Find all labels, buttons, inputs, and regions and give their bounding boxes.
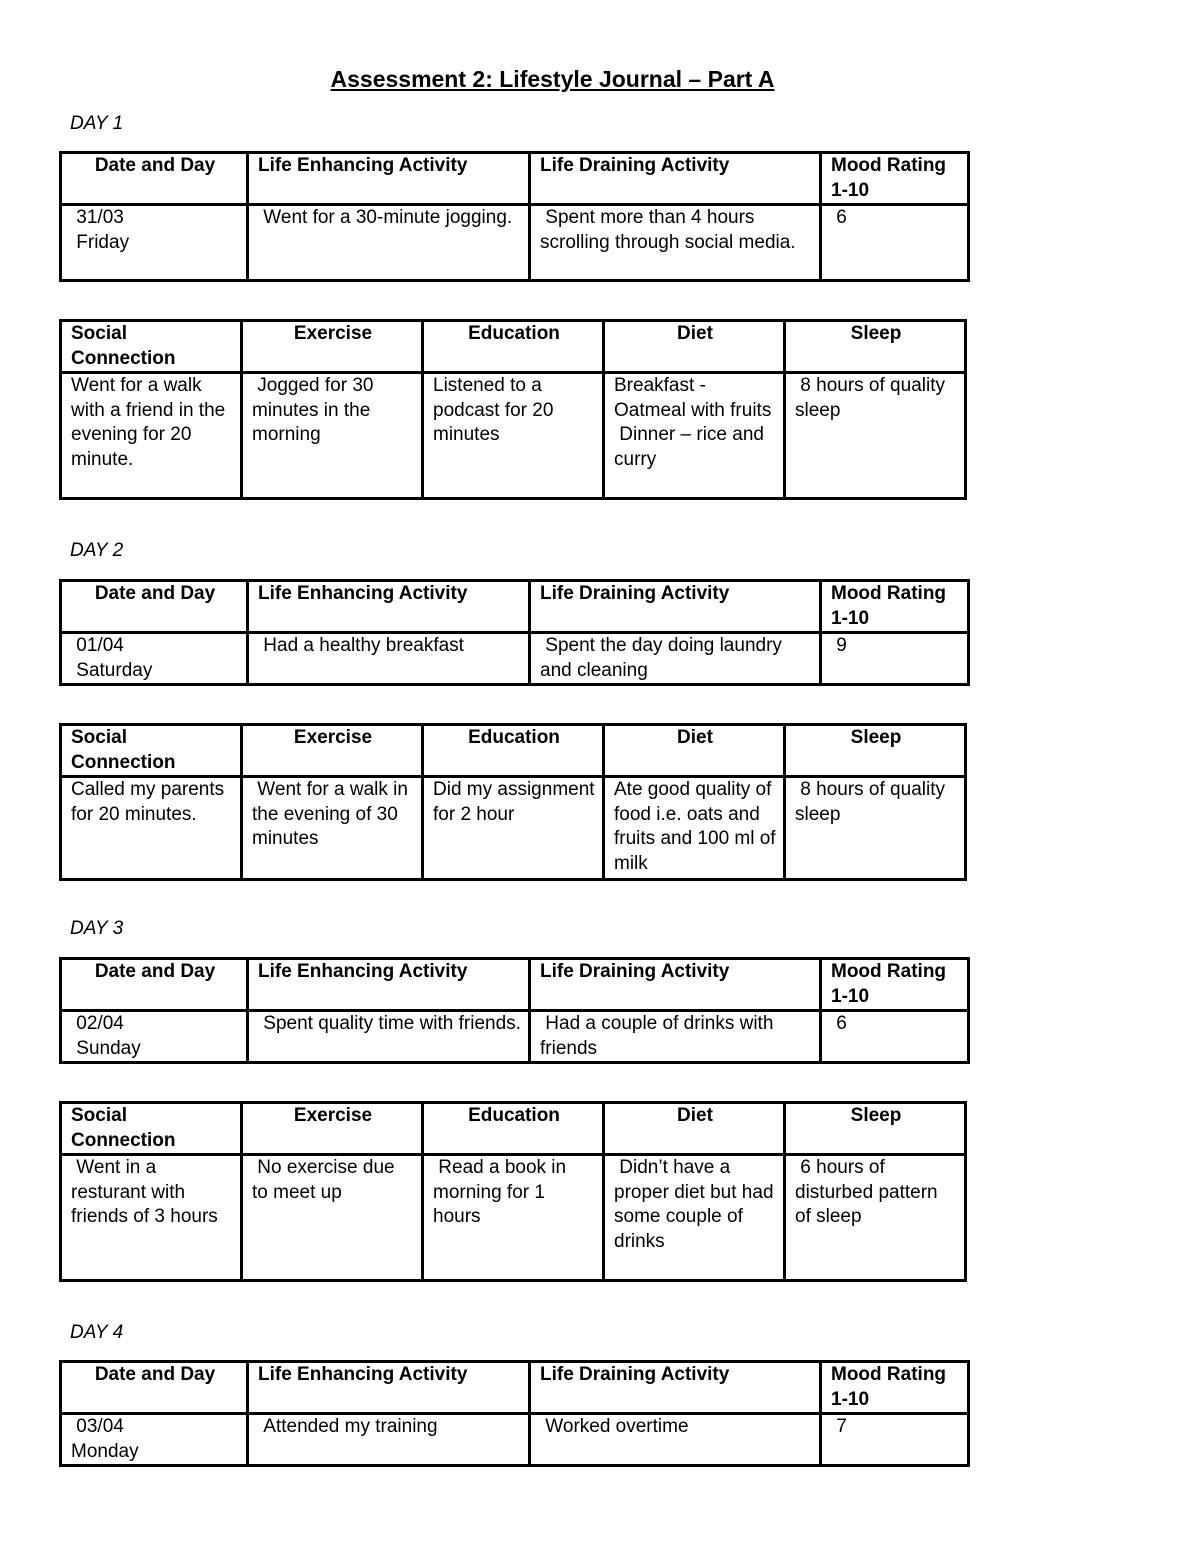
date-cell: 02/04 Sunday xyxy=(61,1011,248,1063)
wellbeing-table xyxy=(59,1101,967,1282)
social-cell: Went for a walk with a friend in the evening for 20 minute. xyxy=(61,373,242,499)
education-cell: Read a book in morning for 1 hours xyxy=(423,1155,604,1281)
activity-table xyxy=(59,957,970,1064)
header-social-connection: Social Connection xyxy=(61,1103,242,1155)
header-life-enhancing: Life Enhancing Activity xyxy=(248,581,530,633)
day-label: DAY 4 xyxy=(70,1322,124,1343)
enhancing-cell: Had a healthy breakfast xyxy=(248,633,530,685)
mood-cell: 6 xyxy=(821,205,969,281)
exercise-cell: Jogged for 30 minutes in the morning xyxy=(242,373,423,499)
header-diet: Diet xyxy=(604,321,785,373)
enhancing-cell: Attended my training xyxy=(248,1414,530,1466)
table-row xyxy=(61,373,966,499)
header-sleep: Sleep xyxy=(785,1103,966,1155)
table-header-row xyxy=(61,1103,966,1155)
header-social-connection: Social Connection xyxy=(61,321,242,373)
sleep-cell: 8 hours of quality sleep xyxy=(785,373,966,499)
activity-table xyxy=(59,1360,970,1467)
enhancing-cell: Spent quality time with friends. xyxy=(248,1011,530,1063)
exercise-cell: No exercise due to meet up xyxy=(242,1155,423,1281)
header-date-and-day: Date and Day xyxy=(61,153,248,205)
header-sleep: Sleep xyxy=(785,321,966,373)
day-label: DAY 1 xyxy=(70,113,124,134)
draining-cell: Had a couple of drinks with friends xyxy=(530,1011,821,1063)
enhancing-cell: Went for a 30-minute jogging. xyxy=(248,205,530,281)
header-life-enhancing: Life Enhancing Activity xyxy=(248,959,530,1011)
diet-cell: Ate good quality of food i.e. oats and fruits and 100 ml of milk xyxy=(604,777,785,880)
social-cell: Called my parents for 20 minutes. xyxy=(61,777,242,880)
diet-cell: Breakfast - Oatmeal with fruits Dinner – rice and curry xyxy=(604,373,785,499)
sleep-cell: 6 hours of disturbed pattern of sleep xyxy=(785,1155,966,1281)
header-date-and-day: Date and Day xyxy=(61,1362,248,1414)
table-header-row xyxy=(61,581,969,633)
sleep-cell: 8 hours of quality sleep xyxy=(785,777,966,880)
table-header-row xyxy=(61,321,966,373)
table-row xyxy=(61,1414,969,1466)
header-education: Education xyxy=(423,321,604,373)
header-life-enhancing: Life Enhancing Activity xyxy=(248,1362,530,1414)
header-mood-rating: Mood Rating 1-10 xyxy=(821,959,969,1011)
table-header-row xyxy=(61,959,969,1011)
wellbeing-table xyxy=(59,319,967,500)
education-cell: Did my assignment for 2 hour xyxy=(423,777,604,880)
table-header-row xyxy=(61,153,969,205)
table-header-row xyxy=(61,1362,969,1414)
day-label: DAY 2 xyxy=(70,540,124,561)
header-life-draining: Life Draining Activity xyxy=(530,581,821,633)
table-row xyxy=(61,777,966,880)
table-header-row xyxy=(61,725,966,777)
table-row xyxy=(61,205,969,281)
header-exercise: Exercise xyxy=(242,321,423,373)
date-cell: 01/04 Saturday xyxy=(61,633,248,685)
activity-table xyxy=(59,151,970,282)
header-mood-rating: Mood Rating 1-10 xyxy=(821,153,969,205)
header-date-and-day: Date and Day xyxy=(61,581,248,633)
draining-cell: Spent the day doing laundry and cleaning xyxy=(530,633,821,685)
mood-cell: 6 xyxy=(821,1011,969,1063)
header-social-connection: Social Connection xyxy=(61,725,242,777)
header-life-draining: Life Draining Activity xyxy=(530,153,821,205)
education-cell: Listened to a podcast for 20 minutes xyxy=(423,373,604,499)
social-cell: Went in a resturant with friends of 3 hours xyxy=(61,1155,242,1281)
header-date-and-day: Date and Day xyxy=(61,959,248,1011)
table-row xyxy=(61,1155,966,1281)
table-row xyxy=(61,633,969,685)
exercise-cell: Went for a walk in the evening of 30 minutes xyxy=(242,777,423,880)
date-cell: 03/04 Monday xyxy=(61,1414,248,1466)
draining-cell: Spent more than 4 hours scrolling through social media. xyxy=(530,205,821,281)
day-label: DAY 3 xyxy=(70,918,124,939)
header-exercise: Exercise xyxy=(242,725,423,777)
mood-cell: 9 xyxy=(821,633,969,685)
table-row xyxy=(61,1011,969,1063)
header-education: Education xyxy=(423,1103,604,1155)
mood-cell: 7 xyxy=(821,1414,969,1466)
date-cell: 31/03 Friday xyxy=(61,205,248,281)
diet-cell: Didn’t have a proper diet but had some couple of drinks xyxy=(604,1155,785,1281)
header-mood-rating: Mood Rating 1-10 xyxy=(821,1362,969,1414)
header-sleep: Sleep xyxy=(785,725,966,777)
activity-table xyxy=(59,579,970,686)
page-title: Assessment 2: Lifestyle Journal – Part A xyxy=(330,66,775,92)
header-exercise: Exercise xyxy=(242,1103,423,1155)
header-life-draining: Life Draining Activity xyxy=(530,959,821,1011)
draining-cell: Worked overtime xyxy=(530,1414,821,1466)
header-diet: Diet xyxy=(604,725,785,777)
header-life-enhancing: Life Enhancing Activity xyxy=(248,153,530,205)
wellbeing-table xyxy=(59,723,967,881)
header-life-draining: Life Draining Activity xyxy=(530,1362,821,1414)
header-education: Education xyxy=(423,725,604,777)
header-diet: Diet xyxy=(604,1103,785,1155)
header-mood-rating: Mood Rating 1-10 xyxy=(821,581,969,633)
